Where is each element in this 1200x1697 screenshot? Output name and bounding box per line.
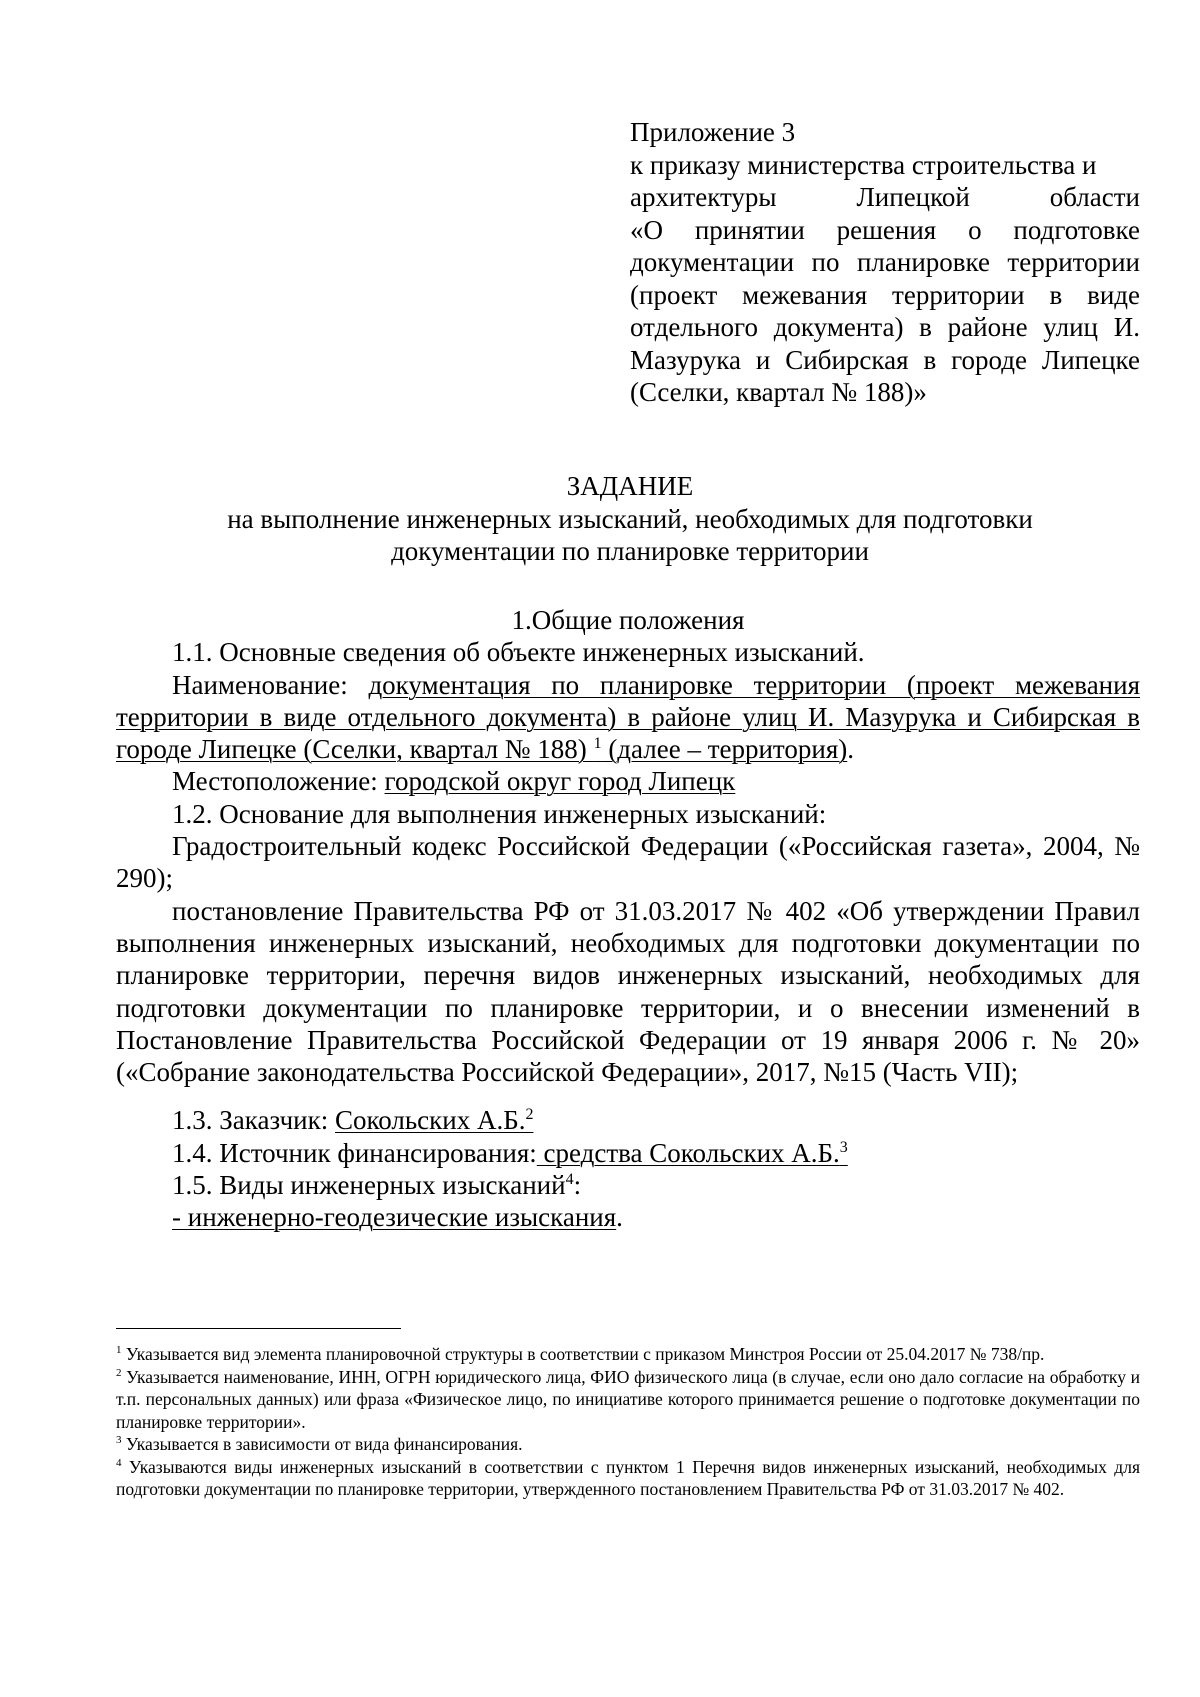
footnote-3: $^3$ Указывается в зависимости от вида финансирования. [116, 1434, 523, 1454]
clause-1-3 [116, 1104, 1140, 1136]
appendix-line-2: к приказу министерства строительства и [630, 149, 1097, 180]
finance-value: средства Сокольских А.Б.$^3$ [536, 1137, 848, 1168]
name-label: Наименование: [172, 669, 369, 700]
footnote-2: $^2$ Указывается наименование, ИНН, ОГРН юридического лица, ФИО физического лица (в случае, если оно дало согласие на обработку и т.п. персональных данных) или фраза «Физическое лицо, по инициативе которого принимается решение о подготовке документации по планировке территории». [116, 1366, 1140, 1432]
document-body [116, 604, 1140, 1234]
footnote-ref-4[interactable]: 4 [565, 1171, 574, 1189]
location-label: Местоположение: [172, 766, 385, 797]
clause-1-4 [116, 1137, 1140, 1169]
footnote-4: $^4$ Указываются виды инженерных изысканий в соответствии с пунктом 1 Перечня видов инженерных изысканий, необходимых для подготовки документации по планировке территории, утвержденного постановлением Правительства РФ от 31.03.2017 № 402. [116, 1456, 1140, 1499]
name-value: документация по планировке территории (проект межевания территории в виде отдельного документа) в районе улиц И. Мазурука и Сибирская в городе Липецке (Сселки, квартал № 188) $^1$ (далее – территория) [116, 669, 1140, 765]
appendix-line-4: «О принятии решения о подготовке документации по планировке территории (проект межевания территории в виде отдельного документа) в районе улиц И. Мазурука и Сибирская в городе Липецке (Сселки, квартал № 188)» [630, 214, 1140, 407]
footnote-ref-1[interactable]: 1 [593, 735, 602, 753]
clause-1-5: 1.5. Виды инженерных изысканий$^4$: [172, 1170, 582, 1201]
customer-label: 1.3. Заказчик: [172, 1105, 335, 1136]
footnote-ref-3[interactable]: 3 [839, 1138, 848, 1156]
task-title: ЗАДАНИЕ [566, 471, 694, 501]
clause-1-2: 1.2. Основание для выполнения инженерных изысканий: [172, 798, 827, 829]
finance-label: 1.4. Источник финансирования: [172, 1137, 537, 1168]
basis-decree: постановление Правительства РФ от 31.03.2017 № 402 «Об утверждении Правил выполнения инженерных изысканий, необходимых для подготовки документации по планировке территории, перечня видов инженерных изысканий, необходимых для подготовки документации по планировке территории, и о внесении изменений в Постановление Правительства Российской Федерации от 19 января 2006 г. № 20» («Собрание законодательства Российской Федерации», 2017, №15 (Часть VII); [116, 895, 1140, 1088]
footnotes-block [116, 1343, 1140, 1501]
basis-code: Градостроительный кодекс Российской Федерации («Российская газета», 2004, № 290); [116, 831, 1140, 894]
footnote-1: $^1$ Указывается вид элемента планировочной структуры в соответствии с приказом Минстроя России от 25.04.2017 № 738/пр. [116, 1344, 1045, 1364]
task-title-block [120, 470, 1140, 568]
location-value: городской округ город Липецк [384, 766, 736, 797]
task-subtitle-line-1: на выполнение инженерных изысканий, необходимых для подготовки [227, 503, 1033, 534]
appendix-line-1: Приложение 3 [630, 117, 796, 147]
types-item: - инженерно-геодезические изыскания. [172, 1202, 623, 1233]
footnote-separator [116, 1328, 401, 1329]
clause-location [116, 765, 1140, 797]
types-item-value: - инженерно-геодезические изыскания [172, 1202, 617, 1233]
types-label: 1.5. Виды инженерных изысканий [172, 1170, 566, 1201]
customer-value: Сокольских А.Б.$^2$ [334, 1105, 534, 1136]
task-subtitle-line-2: документации по планировке территории [391, 536, 869, 566]
footnote-ref-2[interactable]: 2 [525, 1106, 534, 1124]
section-heading: 1.Общие положения [511, 605, 745, 635]
clause-1-1: 1.1. Основные сведения об объекте инженерных изысканий. [172, 637, 865, 668]
appendix-line-3: архитектуры Липецкой области [630, 182, 1140, 212]
appendix-block [630, 116, 1140, 409]
clause-name: Наименование: документация по планировке территории (проект межевания территории в виде отдельного документа) в районе улиц И. Мазурука и Сибирская в городе Липецке (Сселки, квартал № 188) $^1$ (далее – территория). [116, 669, 1140, 765]
spacer [116, 1088, 1140, 1104]
